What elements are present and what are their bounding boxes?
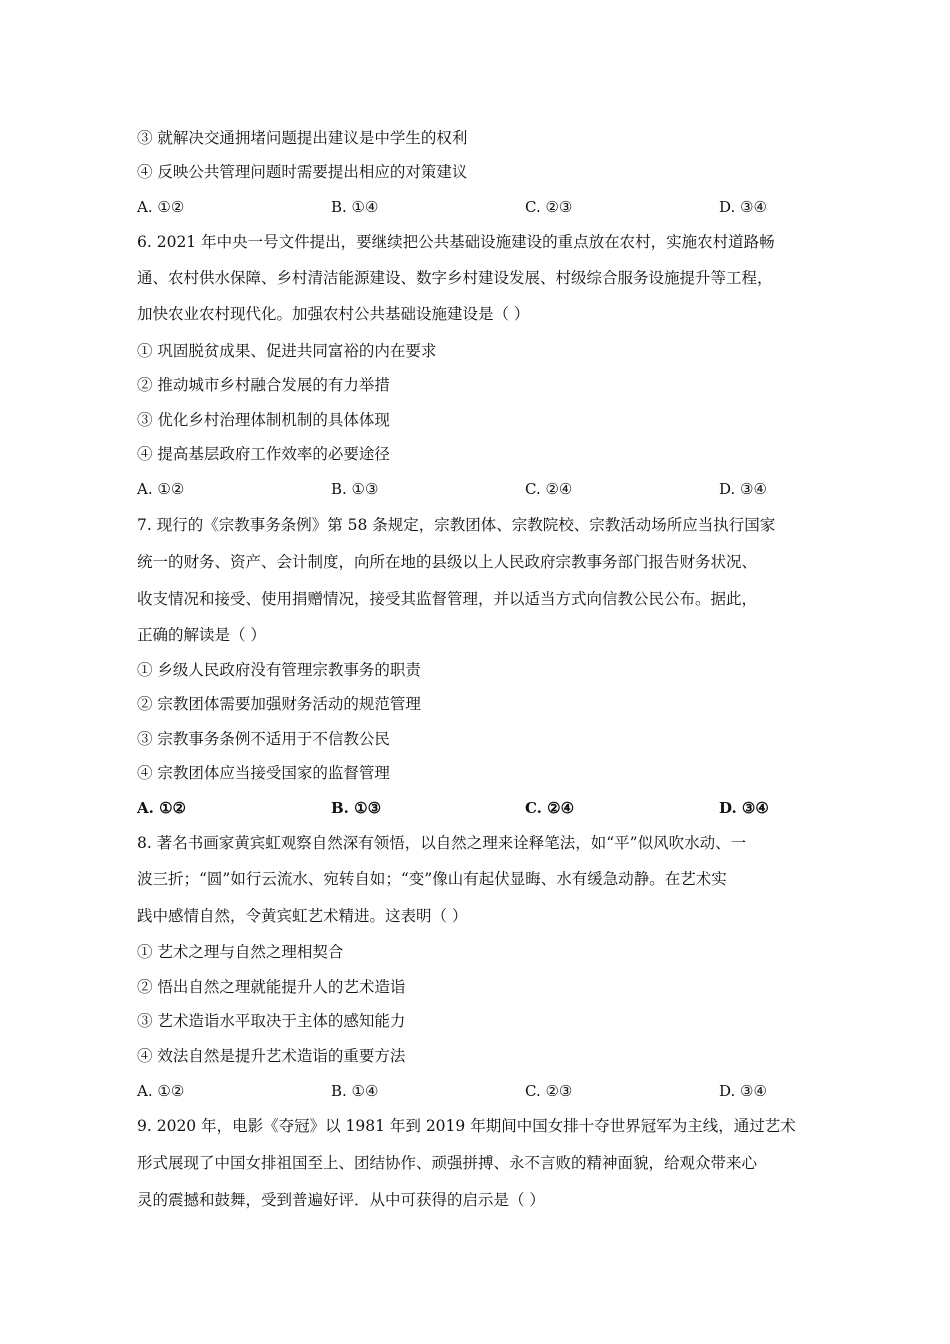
- q5-choices: [137, 196, 827, 218]
- q7-option-3: ③ 宗教事务条例不适用于不信教公民: [137, 730, 390, 748]
- q6-option-2: ② 推动城市乡村融合发展的有力举措: [137, 376, 390, 394]
- q6-choice-a[interactable]: A. ①②: [137, 480, 185, 498]
- q7-choice-b[interactable]: B. ①③: [331, 799, 382, 817]
- q6-choice-b[interactable]: B. ①③: [331, 480, 379, 498]
- q8-option-3: ③ 艺术造诣水平取决于主体的感知能力: [137, 1012, 406, 1030]
- q8-choice-a[interactable]: A. ①②: [137, 1082, 185, 1100]
- q8-option-2: ② 悟出自然之理就能提升人的艺术造诣: [137, 978, 406, 996]
- q5-option-4: ④ 反映公共管理问题时需要提出相应的对策建议: [137, 163, 468, 181]
- q7-stem-line-4: 正确的解读是（ ）: [137, 626, 266, 644]
- q9-stem-line-1: 9. 2020 年，电影《夺冠》以 1981 年到 2019 年期间中国女排十夺世界冠军为主线，通过艺术: [137, 1117, 796, 1135]
- q6-choices: [137, 478, 827, 500]
- q6-option-1: ① 巩固脱贫成果、促进共同富裕的内在要求: [137, 342, 437, 360]
- q5-choice-d[interactable]: D. ③④: [719, 198, 767, 216]
- q6-choice-c[interactable]: C. ②④: [525, 480, 573, 498]
- q5-choice-c[interactable]: C. ②③: [525, 198, 573, 216]
- q6-stem-line-3: 加快农业农村现代化。加强农村公共基础设施建设是（ ）: [137, 305, 530, 323]
- q6-stem-line-2: 通、农村供水保障、乡村清洁能源建设、数字乡村建设发展、村级综合服务设施提升等工程，: [137, 269, 773, 287]
- q7-stem-line-3: 收支情况和接受、使用捐赠情况，接受其监督管理，并以适当方式向信教公民公布。据此，: [137, 590, 758, 608]
- q5-choice-a[interactable]: A. ①②: [137, 198, 185, 216]
- q8-stem-line-1: 8. 著名书画家黄宾虹观察自然深有领悟，以自然之理来诠释笔法，如“平”似风吹水动、一: [137, 834, 747, 852]
- q7-choice-a[interactable]: A. ①②: [137, 799, 186, 817]
- q8-choice-b[interactable]: B. ①④: [331, 1082, 379, 1100]
- q7-choices: [137, 797, 827, 819]
- q8-option-4: ④ 效法自然是提升艺术造诣的重要方法: [137, 1047, 406, 1065]
- q6-choice-d[interactable]: D. ③④: [719, 480, 767, 498]
- q5-choice-b[interactable]: B. ①④: [331, 198, 379, 216]
- q9-stem-line-2: 形式展现了中国女排祖国至上、团结协作、顽强拼搏、永不言败的精神面貌，给观众带来心: [137, 1154, 758, 1172]
- q7-stem-line-2: 统一的财务、资产、会计制度，向所在地的县级以上人民政府宗教事务部门报告财务状况、: [137, 553, 758, 571]
- q8-stem-line-3: 践中感情自然，令黄宾虹艺术精进。这表明（ ）: [137, 907, 468, 925]
- q6-option-3: ③ 优化乡村治理体制机制的具体体现: [137, 411, 390, 429]
- q8-option-1: ① 艺术之理与自然之理相契合: [137, 943, 344, 961]
- q7-choice-d[interactable]: D. ③④: [719, 799, 769, 817]
- q7-option-4: ④ 宗教团体应当接受国家的监督管理: [137, 764, 390, 782]
- q6-stem-line-1: 6. 2021 年中央一号文件提出，要继续把公共基础设施建设的重点放在农村，实施农村道路畅: [137, 233, 775, 251]
- q8-choice-c[interactable]: C. ②③: [525, 1082, 573, 1100]
- q7-stem-line-1: 7. 现行的《宗教事务条例》第 58 条规定，宗教团体、宗教院校、宗教活动场所应当执行国家: [137, 516, 776, 534]
- q7-option-2: ② 宗教团体需要加强财务活动的规范管理: [137, 695, 421, 713]
- q9-stem-line-3: 灵的震撼和鼓舞，受到普遍好评．从中可获得的启示是（ ）: [137, 1191, 545, 1209]
- q8-stem-line-2: 波三折；“圆”如行云流水、宛转自如；“变”像山有起伏显晦、水有缓急动静。在艺术实: [137, 870, 727, 888]
- q8-choices: [137, 1080, 827, 1102]
- q6-option-4: ④ 提高基层政府工作效率的必要途径: [137, 445, 390, 463]
- q5-option-3: ③ 就解决交通拥堵问题提出建议是中学生的权利: [137, 129, 468, 147]
- q8-choice-d[interactable]: D. ③④: [719, 1082, 767, 1100]
- q7-choice-c[interactable]: C. ②④: [525, 799, 575, 817]
- q7-option-1: ① 乡级人民政府没有管理宗教事务的职责: [137, 661, 421, 679]
